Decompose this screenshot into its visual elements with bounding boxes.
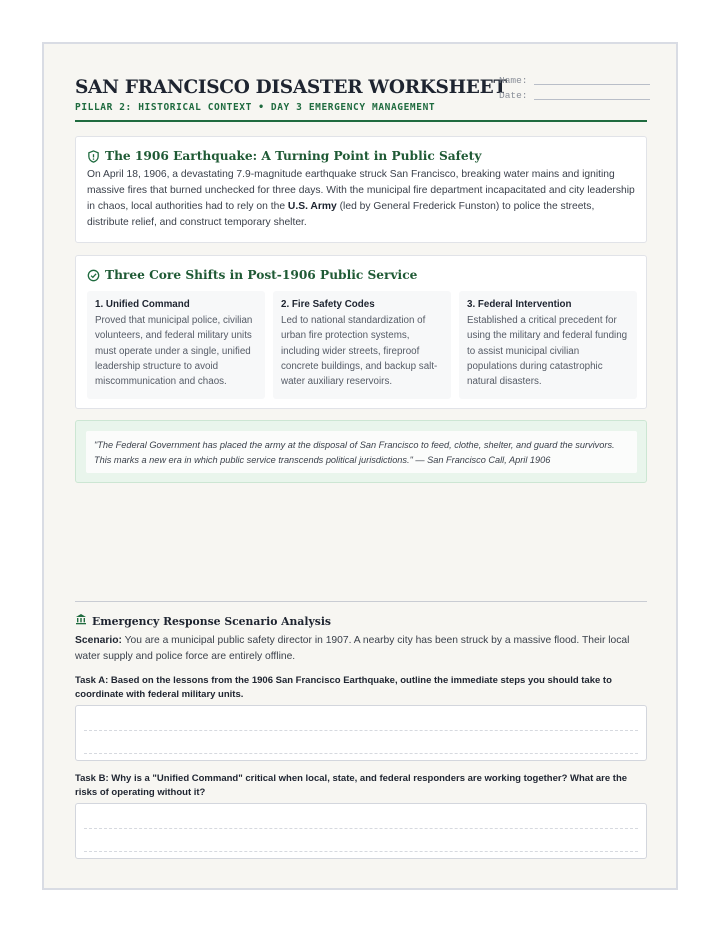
scenario-heading: [75, 612, 331, 630]
worksheet-subtitle: PILLAR 2: HISTORICAL CONTEXT • DAY 3 EMERGENCY MANAGEMENT: [75, 102, 436, 113]
shift-item-fire-safety: [273, 291, 451, 399]
scenario-description: You are a municipal public safety director in 1907. A nearby city has been struck by a massive flood. Their local water supply and police force are entirely offline.: [75, 635, 630, 662]
bank-icon: [75, 612, 87, 630]
intro-card: [75, 136, 647, 243]
intro-heading: [87, 149, 481, 163]
shield-icon: [87, 150, 100, 163]
scenario-paragraph: [75, 633, 647, 665]
answer-line: [84, 730, 638, 731]
shifts-heading: [87, 268, 417, 282]
shift-text: Established a critical precedent for using the military and federal funding to assist municipal civilian populations during catastrophic natural disasters.: [467, 315, 628, 388]
answer-line: [84, 828, 638, 829]
answer-line: [84, 851, 638, 852]
shift-title: 3. Federal Intervention: [467, 299, 572, 310]
date-field[interactable]: [499, 90, 650, 101]
shift-text: Led to national standardization of urban fire protection systems, including wider streets, fireproof concrete buildings, and backup salt-water auxiliary reservoirs.: [281, 315, 438, 388]
intro-text-bold: U.S. Army: [287, 201, 337, 212]
scenario-title: Emergency Response Scenario Analysis: [92, 614, 332, 628]
check-circle-icon: [87, 269, 100, 282]
section-divider: [75, 601, 647, 602]
shift-title: 1. Unified Command: [95, 299, 190, 310]
shift-text: Proved that municipal police, civilian volunteers, and federal military units must operate under a single, unified leadership structure to avoid miscommunication and chaos.: [95, 315, 253, 388]
quote-card: [75, 420, 647, 483]
intro-paragraph: [87, 167, 635, 231]
intro-text-end: (led by General Frederick Funston) to police the streets, distribute relief, and construct temporary shelter.: [87, 201, 595, 228]
answer-line: [84, 753, 638, 754]
name-line[interactable]: [534, 84, 650, 85]
shift-title: 2. Fire Safety Codes: [281, 299, 375, 310]
intro-title: The 1906 Earthquake: A Turning Point in Public Safety: [105, 149, 482, 163]
scenario-label: Scenario:: [75, 635, 122, 646]
quote-text: "The Federal Government has placed the army at the disposal of San Francisco to feed, clothe, shelter, and guard the survivors. This marks a new era in which public service transcends political jurisdictions." — San Francisco Call, April 1906: [86, 431, 637, 473]
date-label: Date:: [499, 90, 528, 101]
worksheet-title: SAN FRANCISCO DISASTER WORKSHEET: [75, 77, 507, 98]
shift-item-unified-command: [87, 291, 265, 399]
task-a-answer-box[interactable]: [75, 705, 647, 761]
task-a-prompt: Task A: Based on the lessons from the 1906 San Francisco Earthquake, outline the immediate steps you should take to coordinate with federal military units.: [75, 675, 612, 700]
shifts-card: [75, 255, 647, 409]
shifts-title: Three Core Shifts in Post-1906 Public Service: [105, 268, 418, 282]
task-b-prompt: Task B: Why is a "Unified Command" critical when local, state, and federal responders are working together? What are the risks of operating without it?: [75, 773, 628, 798]
shift-item-federal-intervention: [459, 291, 637, 399]
task-b-answer-box[interactable]: [75, 803, 647, 859]
worksheet-page: [42, 42, 678, 890]
date-line[interactable]: [534, 99, 650, 100]
intro-text-start: On April 18, 1906, a devastating 7.9-magnitude earthquake struck San Francisco, breaking water mains and igniting massive fires that burned unchecked for three days. With the municipal fire department incapacitated and city leadership in chaos, local authorities had to rely on the: [87, 169, 635, 212]
header-divider: [75, 120, 647, 122]
name-field[interactable]: [499, 75, 650, 86]
name-label: Name:: [499, 75, 528, 86]
